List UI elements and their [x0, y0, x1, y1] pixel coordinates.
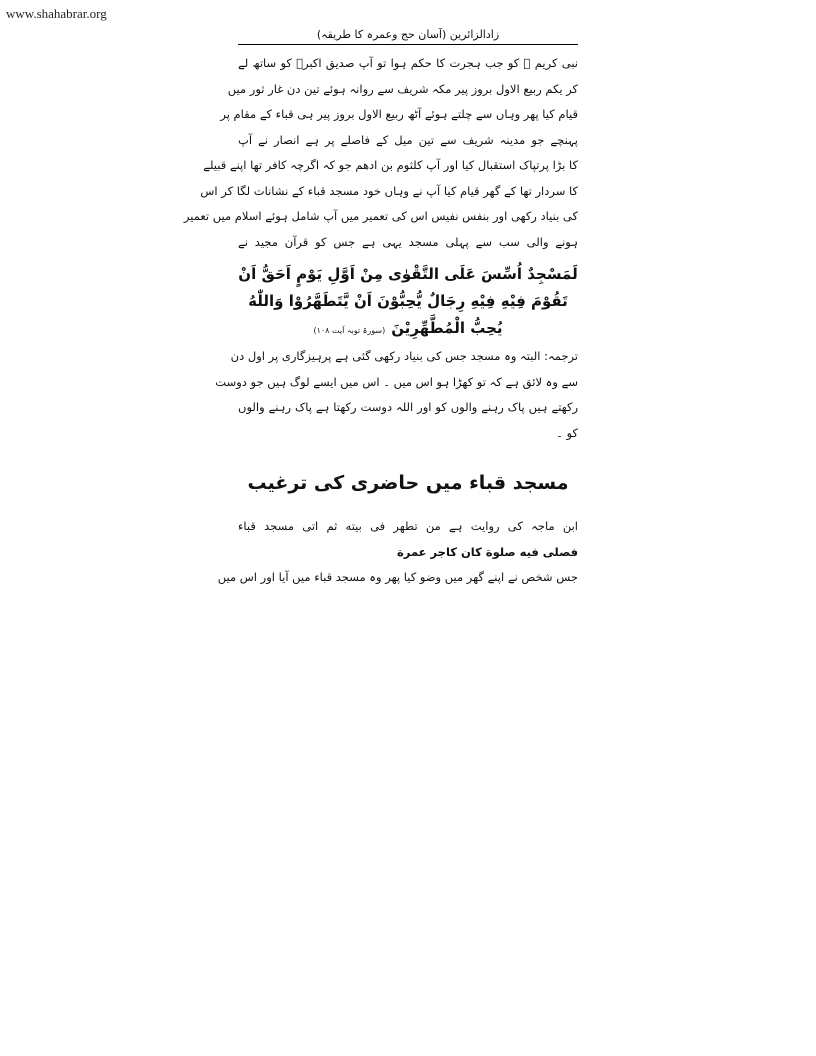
section-heading: مسجد قباء میں حاضری کی ترغیب	[247, 472, 569, 494]
text-line: ابن ماجہ کی روایت ہے من تطهر فی بيته ثم اتى مسجد قباء	[238, 519, 578, 533]
text-line: پہنچے جو مدینہ شریف سے تین میل کے فاصلے پر ہے انصار نے آپ	[238, 132, 578, 147]
text-line: ترجمہ: البتہ وہ مسجد جس کی بنیاد رکھی گئی ہے پرہیزگاری پر اول دن	[230, 349, 578, 363]
verse-line: لَمَسْجِدٌ اُسِّسَ عَلَى التَّقْوٰى مِنْ اَوَّلِ يَوْمٍ اَحَقُّ اَنْ	[238, 265, 578, 283]
paragraph-intro	[183, 51, 578, 255]
quran-verse	[238, 261, 578, 344]
text-line: قیام کیا پھر وہاں سے چلتے ہوئے آٹھ ربیع الاول بروز پیر ہی قباء کے مقام پر	[220, 107, 578, 121]
text-line: کر یکم ربیع الاول بروز پیر مکہ شریف سے روانہ ہوئے تین دن غار ثور میں	[227, 81, 578, 96]
hadith-block	[217, 514, 578, 591]
translation	[215, 344, 578, 446]
running-head: زادالزائرین (آسان حج وعمرہ کا طریقہ)	[238, 28, 578, 45]
verse-line-last	[238, 315, 578, 344]
verse-line: تَقُوْمَ فِيْهِ فِيْهِ رِجَالٌ يُّحِبُّوْنَ اَنْ يَّتَطَهَّرُوْا وَاللّٰهُ	[248, 292, 568, 310]
text-line: ہونے والی سب سے پہلی مسجد یہی ہے جس کو قرآن مجید نے	[238, 234, 578, 249]
text-line: کا بڑا پرتپاک استقبال کیا اور آپ کلثوم بن ادھم جو کہ اگرچہ کافر تھا اپنے قبیلے	[203, 158, 578, 172]
text-line: کی بنیاد رکھی اور بنفس نفیس اس کی تعمیر میں آپ شامل ہوئے اسلام میں تعمیر	[183, 209, 578, 223]
text-line: کا سردار تھا کے گھر قیام کیا آپ نے وہاں خود مسجد قباء کے نشانات لگا کر اس	[200, 183, 578, 198]
text-line: جس شخص نے اپنے گھر میں وضو کیا پھر وہ مسجد قباء میں آیا اور اس میں	[217, 570, 578, 584]
site-url: www.shahabrar.org	[6, 6, 107, 21]
text-line: نبی کریم ﷺ کو جب ہجرت کا حکم ہوا تو آپ صدیق اکبرؓ کو ساتھ لے	[238, 56, 578, 70]
verse-line: يُحِبُّ الْمُطَّهِّرِيْنَ	[391, 319, 503, 337]
arabic-text-line: فصلى فيه صلوة كان كاجر عمرة	[397, 544, 578, 559]
text-line: سے وہ لائق ہے کہ تو کھڑا ہو اس میں ۔ اس میں ایسے لوگ ہیں جو دوست	[215, 374, 578, 389]
verse-reference: (سورۃ توبہ آیت ۱۰۸)	[313, 326, 386, 335]
text-line: رکھتے ہیں پاک رہنے والوں کو اور اللہ دوست رکھتا ہے پاک رہنے والوں	[238, 400, 578, 414]
document-page	[183, 28, 578, 591]
text-line: کو ۔	[556, 425, 578, 440]
